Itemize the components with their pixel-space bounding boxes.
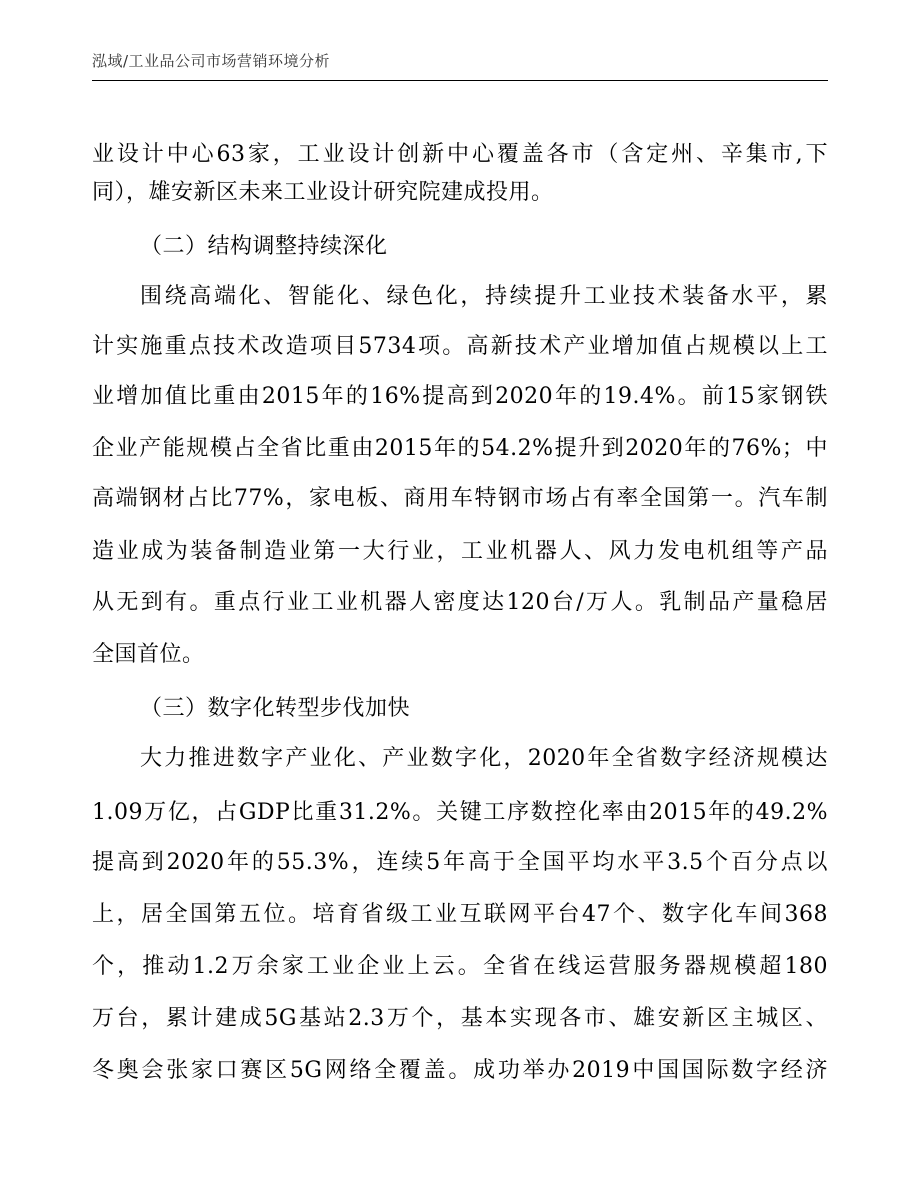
- paragraph-line: 业设计中心63家，工业设计创新中心覆盖各市（含定州、辛集市,下: [92, 142, 828, 167]
- paragraph-line: 从无到有。重点行业工业机器人密度达120台/万人。乳制品产量稳居: [92, 590, 828, 615]
- paragraph-line: 1.09万亿，占GDP比重31.2%。关键工序数控化率由2015年的49.2%: [92, 800, 828, 825]
- paragraph-line: 个，推动1.2万余家工业企业上云。全省在线运营服务器规模超180: [92, 954, 828, 979]
- paragraph-line: 大力推进数字产业化、产业数字化，2020年全省数字经济规模达: [140, 746, 828, 771]
- paragraph-line: 围绕高端化、智能化、绿色化，持续提升工业技术装备水平，累: [140, 284, 828, 309]
- paragraph-line: 同），雄安新区未来工业设计研究院建成投用。: [92, 180, 554, 205]
- paragraph-line: 业增加值比重由2015年的16%提高到2020年的19.4%。前15家钢铁: [92, 384, 828, 409]
- paragraph-line: 造业成为装备制造业第一大行业，工业机器人、风力发电机组等产品: [92, 539, 828, 564]
- paragraph-line: 万台，累计建成5G基站2.3万个，基本实现各市、雄安新区主城区、: [92, 1006, 828, 1031]
- paragraph-line: 全国首位。: [92, 642, 205, 667]
- paragraph-line: 提高到2020年的55.3%，连续5年高于全国平均水平3.5个百分点以: [92, 850, 828, 875]
- paragraph-line: 高端钢材占比77%，家电板、商用车特钢市场占有率全国第一。汽车制: [92, 486, 828, 511]
- section-heading: （二）结构调整持续深化: [140, 234, 388, 259]
- paragraph-line: 企业产能规模占全省比重由2015年的54.2%提升到2020年的76%；中: [92, 436, 828, 461]
- section-heading: （三）数字化转型步伐加快: [140, 696, 411, 721]
- paragraph-line: 上，居全国第五位。培育省级工业互联网平台47个、数字化车间368: [92, 902, 828, 927]
- page-header: 泓域/工业品公司市场营销环境分析: [92, 52, 331, 70]
- paragraph-line: 冬奥会张家口赛区5G网络全覆盖。成功举办2019中国国际数字经济: [92, 1058, 828, 1083]
- paragraph-line: 计实施重点技术改造项目5734项。高新技术产业增加值占规模以上工: [92, 334, 828, 359]
- header-rule: [92, 80, 828, 81]
